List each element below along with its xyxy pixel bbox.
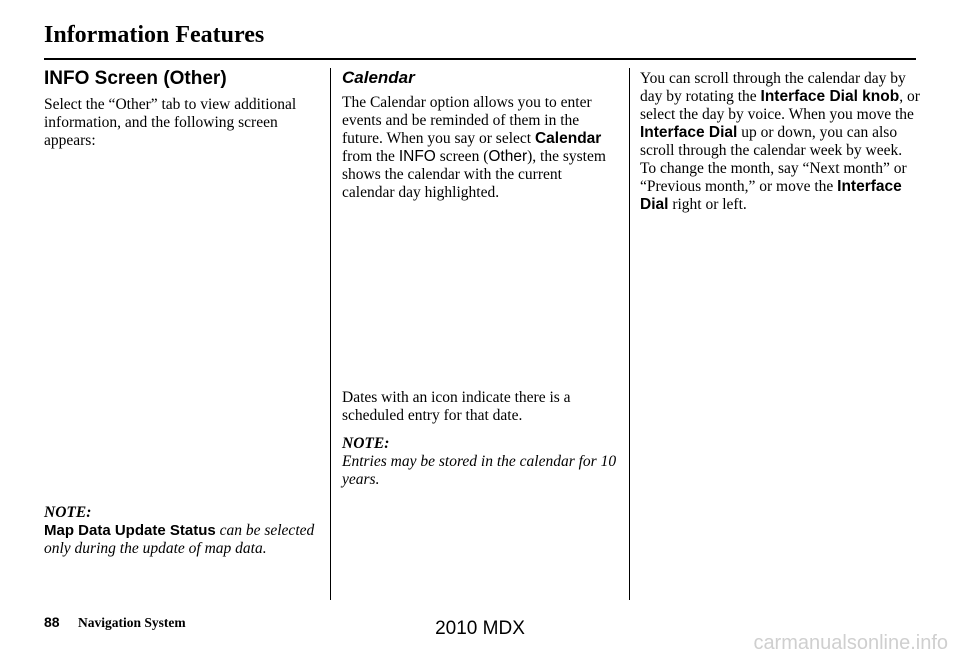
note-text: Entries may be stored in the calendar for 10 years.	[342, 453, 617, 488]
note-label: NOTE:	[342, 435, 390, 452]
calendar-paragraph	[342, 94, 618, 202]
term-interface-dial: Interface Dial	[640, 124, 738, 141]
header-rule	[44, 58, 916, 60]
column-calendar	[342, 68, 618, 202]
note-text: can be selected only during the update of map data.	[44, 522, 315, 557]
column-divider-right	[629, 68, 630, 600]
intro-paragraph: Select the “Other” tab to view additional information, and the following screen appears:	[44, 96, 297, 149]
map-data-note	[44, 504, 318, 558]
column-divider-left	[330, 68, 331, 600]
section-heading-info-screen: INFO Screen (Other)	[44, 68, 227, 89]
page-number: 88	[44, 614, 60, 630]
footer-section-name: Navigation System	[78, 615, 186, 630]
text-run: , or select the day by voice. When you move the	[640, 88, 920, 123]
calendar-icon-note	[342, 389, 618, 489]
watermark: carmanualsonline.info	[753, 632, 948, 654]
note-paragraph	[44, 522, 318, 558]
text-run: The Calendar option allows you to enter events and be reminded of them in the future. When you say or select	[342, 94, 592, 147]
term-interface-dial-knob: Interface Dial knob	[760, 88, 900, 105]
text-run: right or left.	[668, 196, 747, 213]
term-interface-dial: Interface Dial	[640, 178, 902, 213]
note-label: NOTE:	[44, 504, 92, 521]
page-title: Information Features	[44, 22, 265, 48]
term-info: INFO	[398, 148, 436, 165]
column-calendar-scroll	[640, 68, 920, 214]
column-info-screen	[44, 68, 318, 150]
text-run: You can scroll through the calendar day by day by rotating the	[640, 70, 906, 105]
scroll-paragraph	[640, 70, 920, 214]
term-other: Other	[488, 148, 528, 165]
text-run: up or down, you can also scroll through the calendar week by week. To change the month, say “Next month” or “Previous month,” or move the	[640, 124, 907, 195]
note-term-map-data: Map Data Update Status	[44, 522, 216, 539]
text-run: screen (	[435, 148, 489, 165]
text-run: ), the system shows the calendar with the current calendar day highlighted.	[342, 148, 606, 201]
section-heading-calendar: Calendar	[342, 68, 415, 87]
term-calendar: Calendar	[534, 130, 602, 147]
text-run: from the	[342, 148, 399, 165]
footer-model-name: 2010 MDX	[435, 618, 525, 639]
icon-paragraph: Dates with an icon indicate there is a scheduled entry for that date.	[342, 389, 571, 424]
